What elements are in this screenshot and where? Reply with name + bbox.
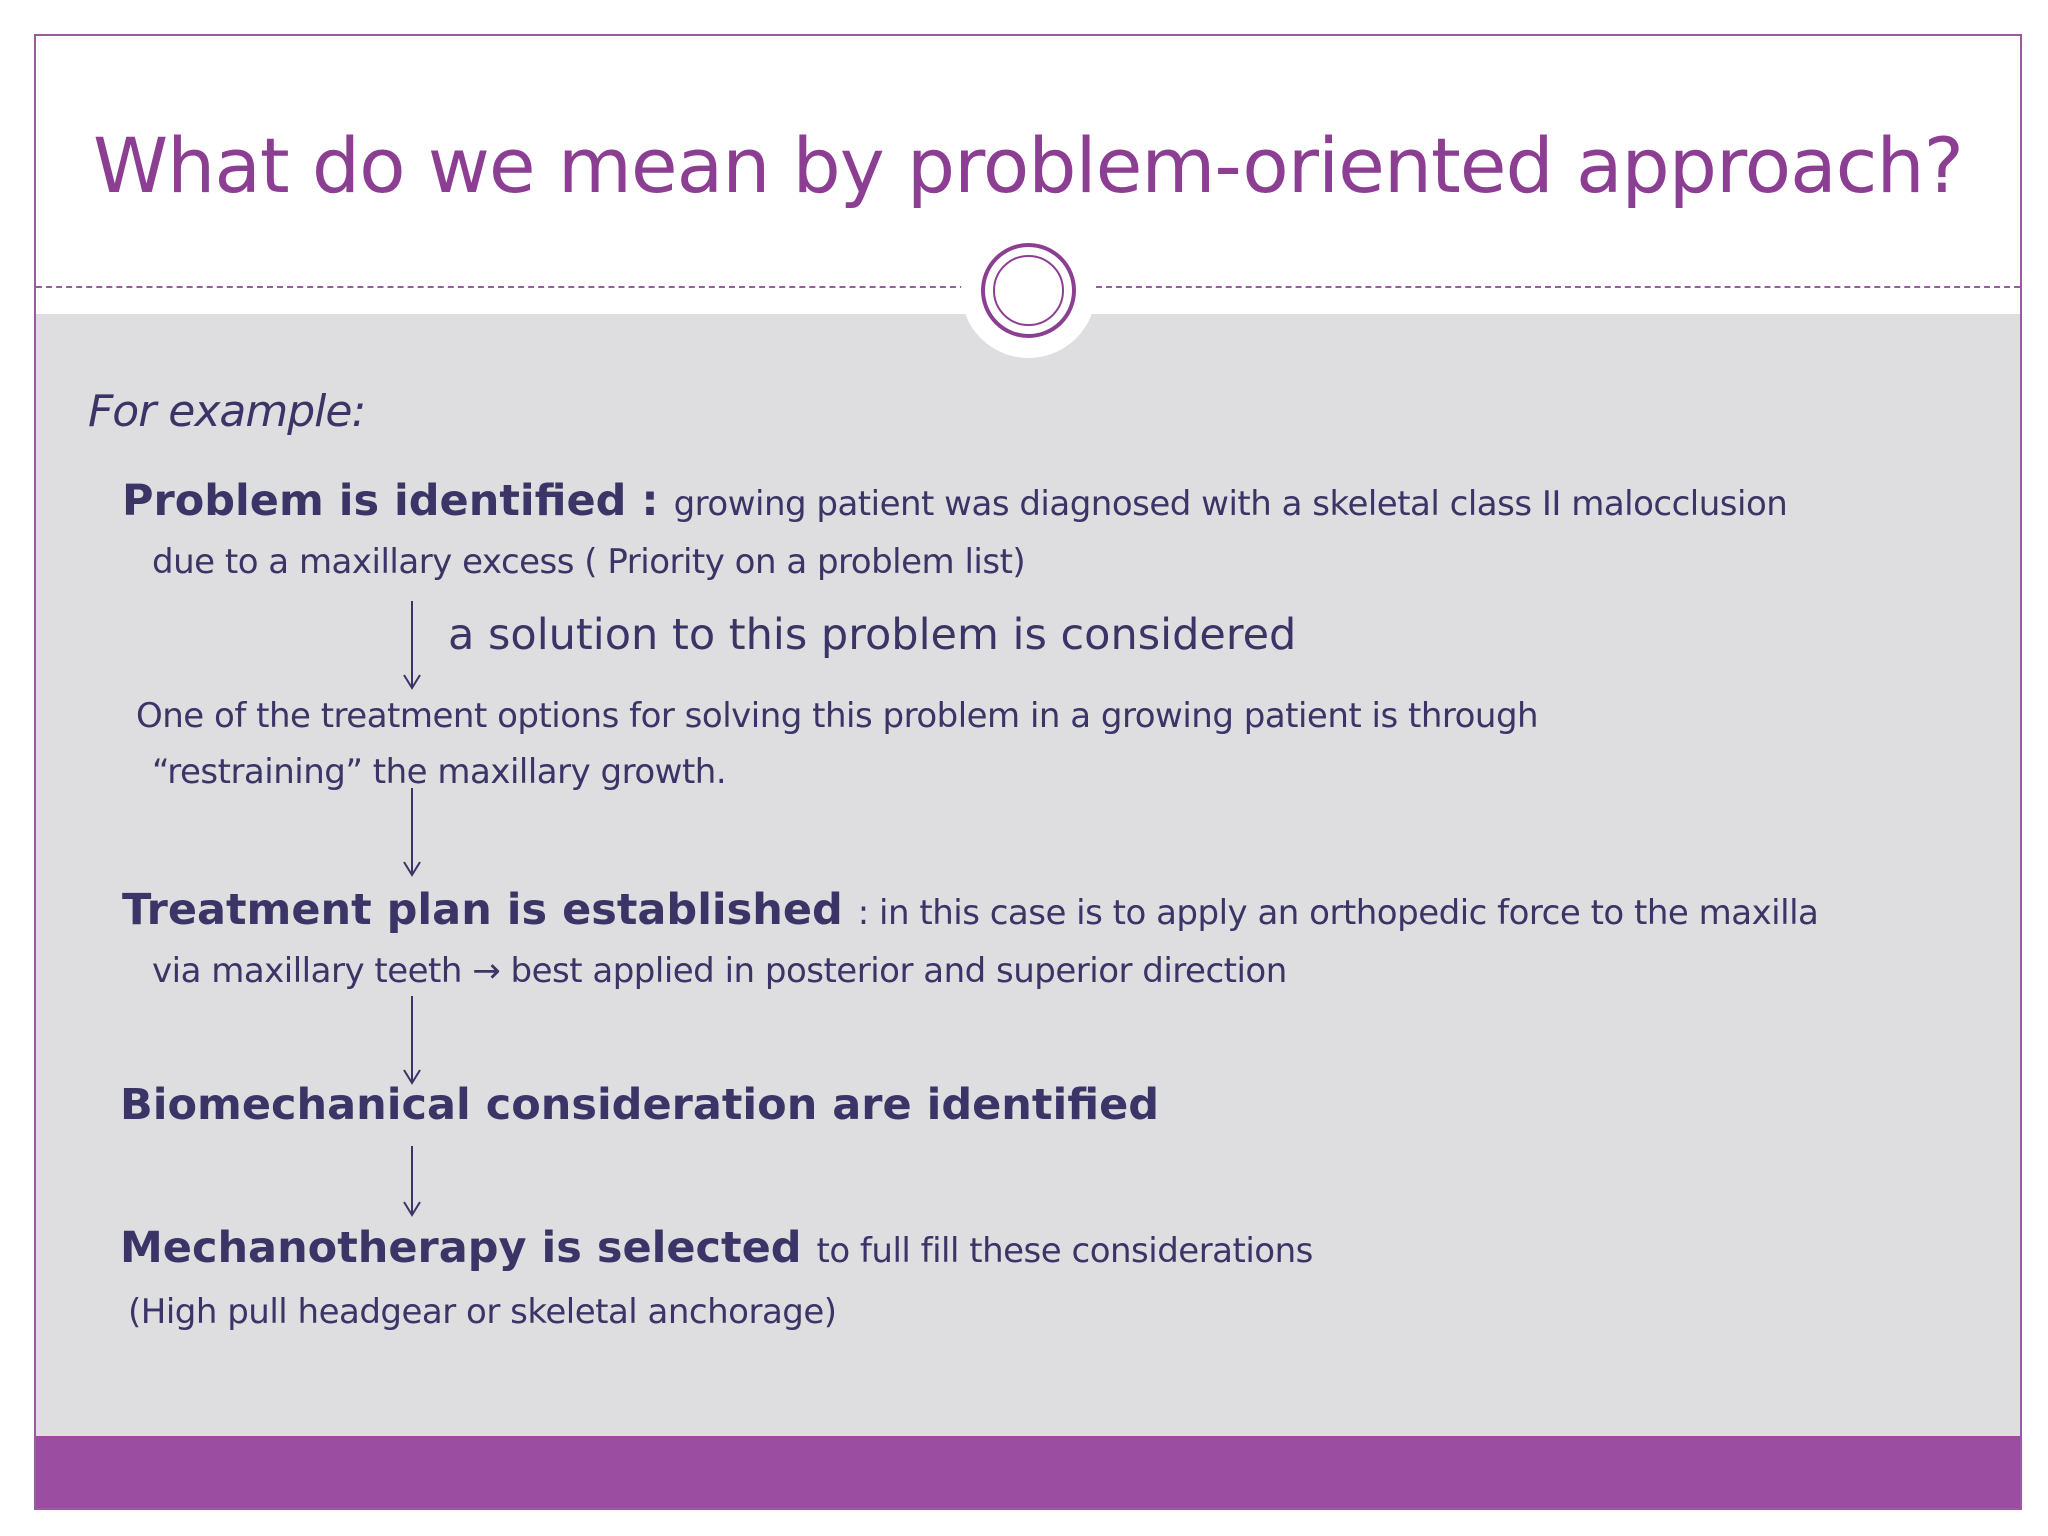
step4-heading: Mechanotherapy is selected	[120, 1223, 817, 1273]
step2-text-line1: : in this case is to apply an orthopedic force to the maxilla	[857, 893, 1819, 933]
down-arrow-icon	[402, 1146, 422, 1218]
step2-heading: Treatment plan is established	[122, 885, 858, 935]
step1-text-line2: due to a maxillary excess ( Priority on a problem list)	[152, 542, 1026, 582]
step2-line1	[122, 885, 1818, 935]
circle-ornament-icon	[961, 223, 1096, 358]
step1-text-line1: growing patient was diagnosed with a skeletal class II malocclusion	[673, 484, 1788, 524]
option-line2: “restraining” the maxillary growth.	[152, 752, 727, 792]
step1-heading: Problem is identified :	[122, 476, 674, 526]
step4-text-line2: (High pull headgear or skeletal anchorage)	[128, 1292, 837, 1332]
down-arrow-icon	[402, 788, 422, 878]
title-divider-right	[1096, 286, 2020, 288]
slide-title: What do we mean by problem-oriented approach?	[93, 121, 1963, 210]
step4-line1	[120, 1223, 1313, 1273]
down-arrow-icon	[402, 601, 422, 691]
step1-line1	[122, 476, 1787, 526]
circle-inner-ring	[993, 255, 1064, 326]
step3-heading: Biomechanical consideration are identified	[120, 1080, 1160, 1130]
step4-text-line1: to full fill these considerations	[816, 1231, 1313, 1271]
footer-bar	[36, 1436, 2020, 1508]
down-arrow-icon	[402, 996, 422, 1086]
title-divider-left	[36, 286, 966, 288]
circle-ring	[981, 243, 1076, 338]
slide	[34, 34, 2022, 1510]
arrow1-label: a solution to this problem is considered	[448, 610, 1297, 660]
step2-text-line2: via maxillary teeth → best applied in posterior and superior direction	[152, 951, 1287, 991]
for-example-label: For example:	[88, 386, 366, 437]
option-line1: One of the treatment options for solving this problem in a growing patient is through	[136, 696, 1539, 736]
